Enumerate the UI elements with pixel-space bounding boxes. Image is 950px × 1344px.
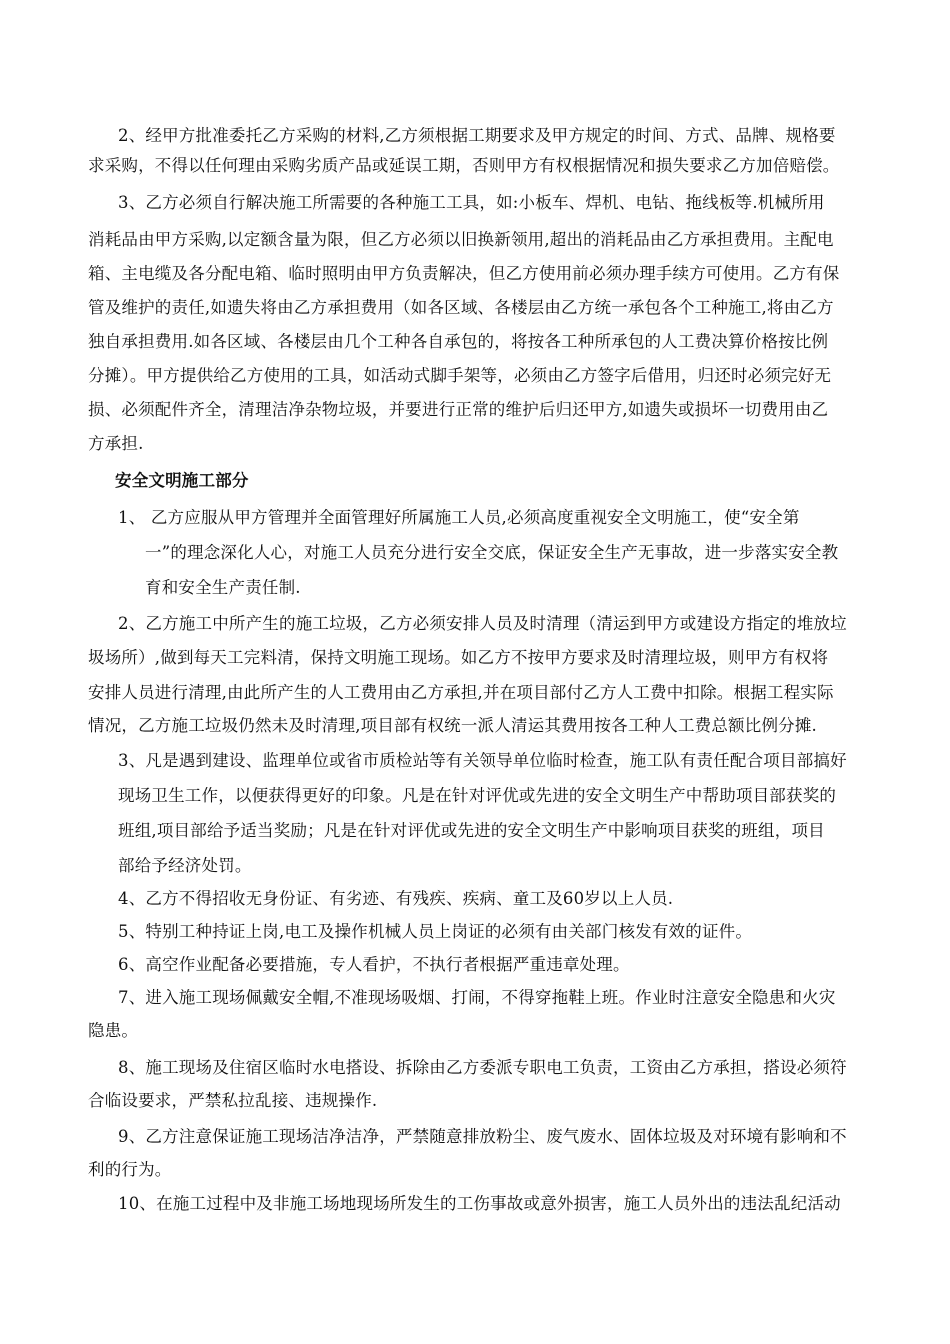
text-line: 合临设要求，严禁私拉乱接、违规操作. (88, 1091, 378, 1110)
text-line: 现场卫生工作，以便获得更好的印象。凡是在针对评优或先进的安全文明生产中帮助项目部获奖的 (118, 786, 837, 805)
text-line: 求采购，不得以任何理由采购劣质产品或延误工期，否则甲方有权根据情况和损失要求乙方加倍赔偿。 (88, 156, 840, 175)
text-line: 独自承担费用.如各区域、各楼层由几个工种各自承包的，将按各工种所承包的人工费决算价格按比例 (88, 332, 829, 351)
text-line: 情况，乙方施工垃圾仍然未及时清理,项目部有权统一派人清运其费用按各工种人工费总额比例分摊. (88, 716, 817, 735)
text-line: 消耗品由甲方采购,以定额含量为限，但乙方必须以旧换新领用,超出的消耗品由乙方承担费用。主配电 (88, 230, 834, 249)
text-line: 利的行为。 (88, 1160, 172, 1179)
text-line: 隐患。 (88, 1021, 139, 1040)
text-line: 育和安全生产责任制. (145, 578, 301, 597)
text-line: 4、乙方不得招收无身份证、有劣迹、有残疾、疾病、童工及60岁以上人员. (118, 889, 674, 908)
text-line: 5、特别工种持证上岗,电工及操作机械人员上岗证的必须有由关部门核发有效的证件。 (118, 922, 753, 941)
text-line: 1、 乙方应服从甲方管理并全面管理好所属施工人员,必须高度重视安全文明施工，使“安全第 (118, 508, 800, 527)
text-line: 圾场所）,做到每天工完料清，保持文明施工现场。如乙方不按甲方要求及时清理垃圾，则甲方有权将 (88, 648, 829, 667)
text-line: 7、进入施工现场佩戴安全帽,不准现场吸烟、打闹，不得穿拖鞋上班。作业时注意安全隐患和火灾 (118, 988, 836, 1007)
text-line: 8、施工现场及住宿区临时水电搭设、拆除由乙方委派专职电工负责，工资由乙方承担，搭设必须符 (118, 1058, 847, 1077)
text-line: 安排人员进行清理,由此所产生的人工费用由乙方承担,并在项目部付乙方人工费中扣除。根据工程实际 (88, 683, 834, 702)
text-line: 3、凡是遇到建设、监理单位或省市质检站等有关领导单位临时检查，施工队有责任配合项目部搞好 (118, 751, 847, 770)
text-line: 分摊）。甲方提供给乙方使用的工具，如活动式脚手架等，必须由乙方签字后借用，归还时必须完好无 (88, 366, 832, 385)
text-line: 6、高空作业配备必要措施，专人看护，不执行者根据严重违章处理。 (118, 955, 630, 974)
text-line: 10、在施工过程中及非施工场地现场所发生的工伤事故或意外损害，施工人员外出的违法乱纪活动 (118, 1194, 841, 1213)
text-line: 箱、主电缆及各分配电箱、临时照明由甲方负责解决，但乙方使用前必须办理手续方可使用。乙方有保 (88, 264, 840, 283)
text-line: 2、乙方施工中所产生的施工垃圾，乙方必须安排人员及时清理（清运到甲方或建设方指定的堆放垃 (118, 614, 847, 633)
text-line: 损、必须配件齐全，清理洁净杂物垃圾，并要进行正常的维护后归还甲方,如遗失或损坏一切费用由乙 (88, 400, 829, 419)
text-line: 管及维护的责任,如遗失将由乙方承担费用（如各区域、各楼层由乙方统一承包各个工种施工,将由乙方 (88, 298, 834, 317)
text-line: 一”的理念深化人心，对施工人员充分进行安全交底，保证安全生产无事故，进一步落实安全教 (145, 543, 839, 562)
section-heading: 安全文明施工部分 (115, 471, 249, 490)
text-line: 9、乙方注意保证施工现场洁净洁净，严禁随意排放粉尘、废气废水、固体垃圾及对环境有影响和不 (118, 1127, 847, 1146)
text-line: 3、乙方必须自行解决施工所需要的各种施工工具，如:小板车、焊机、电钻、拖线板等.机械所用 (118, 193, 825, 212)
text-line: 班组,项目部给予适当奖励；凡是在针对评优或先进的安全文明生产中影响项目获奖的班组，项目 (118, 821, 825, 840)
text-line: 方承担. (88, 434, 144, 453)
text-line: 部给予经济处罚。 (118, 856, 252, 875)
text-line: 2、经甲方批准委托乙方采购的材料,乙方须根据工期要求及甲方规定的时间、方式、品牌、规格要 (118, 126, 836, 145)
